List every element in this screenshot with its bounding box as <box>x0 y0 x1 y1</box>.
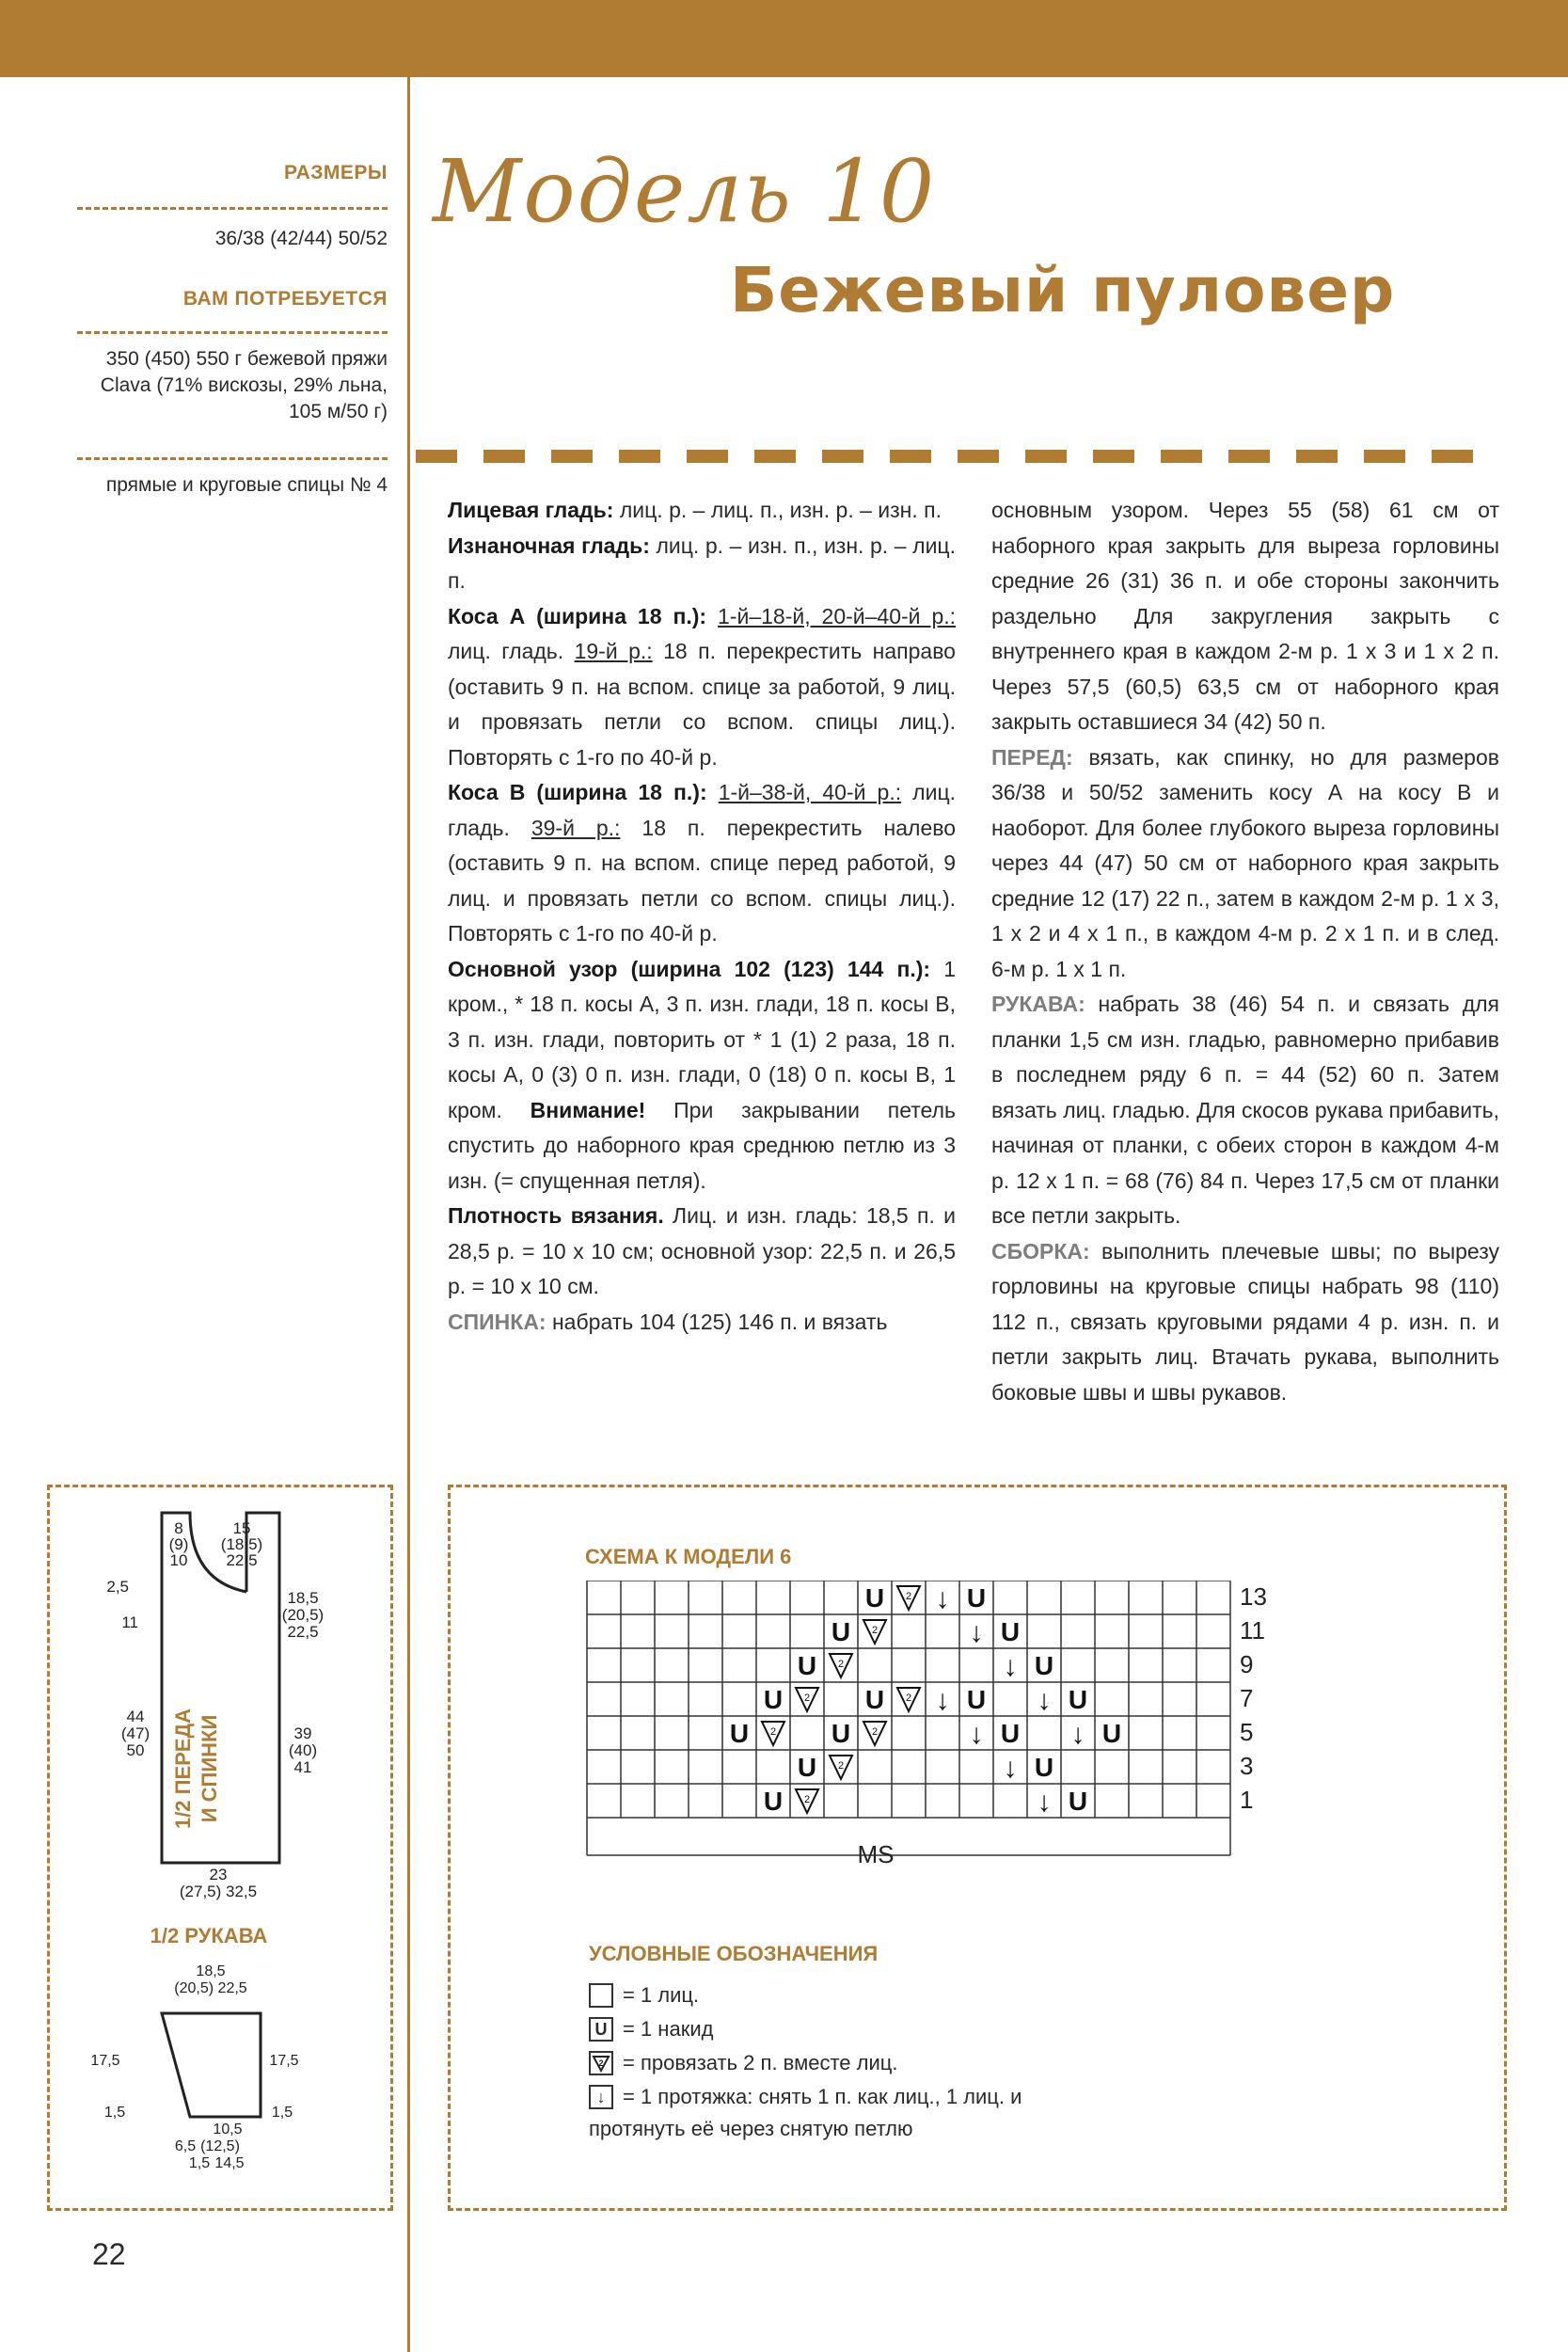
yarnover-symbol: U <box>763 1685 784 1714</box>
materials-line-1: 350 (450) 550 г бежевой пряжи <box>105 348 388 370</box>
k2tog-icon <box>589 2051 613 2075</box>
chart-row-label: 5 <box>1240 1717 1254 1746</box>
text: набрать 104 (125) 146 п. и вязать <box>546 1309 888 1334</box>
k2tog-symbol-number: 2 <box>871 1625 879 1636</box>
chart-row-label: 3 <box>1240 1751 1254 1780</box>
yarnover-icon: U <box>589 2017 613 2042</box>
measure: 2,5 <box>106 1578 129 1596</box>
chart-ms-label: MS <box>857 1840 895 1868</box>
psso-arrow-symbol: ↓ <box>969 1617 984 1648</box>
legend-item-knit <box>589 1983 699 2008</box>
text: основным узором. Через 55 (58) 61 см от наборного края закрыть для выреза горловины средние 26 (31) 36 п. и обе стороны закончить раздельно Для закругления закрыть с внутреннего края в каждом 2-м р. 1 х 3 и 1 х 2 п. Через 57,5 (60,5) 63,5 см от наборного края закрыть оставшиеся 34 (42) 50 п. <box>991 498 1499 734</box>
needles-text: прямые и круговые спицы № 4 <box>105 474 388 496</box>
paragraph <box>448 599 956 776</box>
term: Плотность вязания. <box>448 1203 664 1228</box>
legend-text: = 1 лиц. <box>623 1983 700 2007</box>
materials-heading: ВАМ ПОТРЕБУЕТСЯ <box>182 288 388 310</box>
arrow-down-icon: ↓ <box>589 2085 613 2109</box>
k2tog-symbol-number: 2 <box>905 1591 912 1602</box>
paragraph <box>448 529 956 599</box>
psso-arrow-symbol: ↓ <box>1070 1719 1085 1750</box>
psso-arrow-symbol: ↓ <box>1003 1753 1018 1784</box>
rows-ref: 39-й р.: <box>531 815 621 840</box>
divider <box>77 207 388 210</box>
paragraph <box>991 493 1499 740</box>
text: 1 кром., * 18 п. косы А, 3 п. изн. глади, 18 п. косы В, 3 п. изн. глади, повторить от * 1 (1) 2 раза, 18 п. косы А, 0 (3) 0 п. изн. глади, 0 (18) 0 п. косы В, 1 кром. <box>448 956 957 1122</box>
paragraph <box>448 1199 956 1305</box>
k2tog-symbol-number: 2 <box>871 1726 879 1738</box>
term: Основной узор (ширина 102 (123) 144 п.): <box>448 956 931 981</box>
yarnover-symbol: U <box>966 1583 987 1613</box>
page-title: Бежевый пуловер <box>730 254 1396 326</box>
yarnover-symbol: U <box>729 1719 750 1748</box>
model-script-title: Модель 10 <box>433 141 937 242</box>
measure: 1,5 <box>188 2155 211 2171</box>
measure: 18,5 <box>196 1963 226 1979</box>
paragraph <box>448 952 956 1200</box>
yarnover-symbol: U <box>1000 1719 1021 1748</box>
text: 18 п. перекрестить направо (оставить 9 п. на вспом. спице за работой, 9 лиц. и провязать петли со вспом. спицы лиц.). Повторять с 1-го по 40-й р. <box>448 639 956 770</box>
text: лиц. р. – лиц. п., изн. р. – изн. п. <box>613 498 942 522</box>
k2tog-symbol-number: 2 <box>803 1692 811 1704</box>
section-head: РУКАВА: <box>991 992 1085 1016</box>
k2tog-symbol-number: 2 <box>803 1794 811 1805</box>
yarnover-symbol: U <box>1068 1787 1088 1816</box>
materials-text <box>38 346 388 425</box>
yarnover-symbol: U <box>864 1685 885 1714</box>
term: Коса А (ширина 18 п.): <box>448 603 707 628</box>
measure: 11 <box>121 1613 138 1631</box>
psso-arrow-symbol: ↓ <box>1037 1787 1052 1818</box>
sleeve-measurements <box>90 1963 298 2171</box>
yarnover-symbol: U <box>831 1719 851 1748</box>
rows-ref: 1-й–18-й, 20-й–40-й р.: <box>718 603 957 628</box>
yarnover-symbol: U <box>763 1787 784 1816</box>
measure: 15 <box>232 1519 251 1537</box>
piece-label-1: 1/2 ПЕРЕДА <box>171 1708 195 1830</box>
measure: (27,5) 32,5 <box>179 1883 258 1900</box>
sidebar-divider <box>407 77 410 2352</box>
sleeve-outline <box>162 2013 261 2117</box>
paragraph <box>448 1305 956 1341</box>
text: набрать 38 (46) 54 п. и связать для планки 1,5 см изн. гладью, равномерно прибавив в последнем ряду 6 п. = 44 (52) 60 п. Затем вязать лиц. гладью. Для скосов рукава прибавить, начиная от планки, с обеих сторон в каждом 4-м р. 12 х 1 п. = 68 (76) 84 п. Через 17,5 см от планки все петли закрыть. <box>991 992 1499 1228</box>
yarnover-symbol: U <box>1101 1719 1122 1748</box>
chart-row-label: 13 <box>1240 1581 1267 1611</box>
piece-label-2: И СПИНКИ <box>198 1714 221 1823</box>
text: 18 п. перекрестить налево (оставить 9 п. на вспом. спице перед работой, 9 лиц. и провязать петли со вспом. спицы лиц.). Повторять с 1-го по 40-й р. <box>448 815 956 946</box>
k2tog-symbol-number: 2 <box>769 1726 777 1738</box>
section-head: СБОРКА: <box>991 1238 1090 1263</box>
measure: 22,5 <box>287 1623 319 1641</box>
measure: 41 <box>293 1758 312 1776</box>
materials-line-2: Clava (71% вискозы, 29% льна, <box>100 374 388 396</box>
measure: 6,5 <box>174 2138 197 2154</box>
paragraph <box>991 740 1499 988</box>
measure: 50 <box>126 1741 145 1759</box>
legend-item-yarnover <box>589 2017 713 2042</box>
measure: (12,5) <box>200 2138 240 2154</box>
yarnover-symbol: U <box>831 1617 851 1646</box>
text: При закрывании петель спустить до наборного края среднюю петлю из 3 изн. (= спущенная петля). <box>448 1097 956 1193</box>
term: Изнаночная гладь: <box>448 532 650 558</box>
sleeve-title: 1/2 РУКАВА <box>150 1924 268 1947</box>
measure: 23 <box>209 1866 228 1883</box>
psso-arrow-symbol: ↓ <box>935 1685 950 1716</box>
measure: 44 <box>126 1708 145 1725</box>
measure: 39 <box>293 1724 312 1742</box>
measure: 8 <box>174 1519 183 1537</box>
text: лиц. гладь. <box>448 780 957 840</box>
chart-row-label: 1 <box>1240 1785 1254 1814</box>
stitch-chart <box>574 1581 1307 1882</box>
k2tog-symbol-number: 2 <box>837 1659 845 1670</box>
measure: 14,5 <box>214 2155 245 2171</box>
legend-item-psso <box>589 2085 1022 2109</box>
section-head: ПЕРЕД: <box>991 744 1073 770</box>
measure: 10 <box>169 1551 188 1569</box>
materials-line-3: 105 м/50 г) <box>289 401 388 422</box>
legend-text: = провязать 2 п. вместе лиц. <box>623 2051 898 2074</box>
measure: (9) <box>168 1535 189 1553</box>
svg-text:2: 2 <box>598 2058 604 2068</box>
term: Лицевая гладь: <box>448 498 614 522</box>
text: лиц. р. – изн. п., изн. р. – лиц. п. <box>448 532 957 593</box>
warning: Внимание! <box>530 1097 646 1122</box>
section-head: СПИНКА: <box>448 1309 546 1334</box>
paragraph <box>991 1234 1499 1411</box>
k2tog-symbol-number: 2 <box>837 1760 845 1772</box>
rows-ref: 1-й–38-й, 40-й р.: <box>718 780 902 804</box>
measure: 22,5 <box>226 1551 258 1569</box>
page-number: 22 <box>92 2237 126 2271</box>
legend-text: = 1 протяжка: снять 1 п. как лиц., 1 лиц. и <box>623 2085 1022 2108</box>
yarnover-symbol: U <box>797 1753 817 1782</box>
psso-arrow-symbol: ↓ <box>969 1719 984 1750</box>
yarnover-symbol: U <box>966 1685 987 1714</box>
sizes-heading: РАЗМЕРЫ <box>283 162 388 183</box>
measure: (40) <box>288 1741 318 1759</box>
legend-text: = 1 накид <box>623 2017 714 2041</box>
text: вязать, как спинку, но для размеров 36/38 и 50/52 заменить косу А на косу В и наоборот. Для более глубокого выреза горловины через 44 (47) 50 см от наборного края закрыть средние 12 (17) 22 п., затем в каждом 2-м р. 1 х 3, 1 х 2 и 4 х 1 п., в каждом 4-м р. 2 х 1 п. и в след. 6-м р. 1 х 1 п. <box>991 744 1499 981</box>
legend-title: УСЛОВНЫЕ ОБОЗНАЧЕНИЯ <box>589 1942 879 1965</box>
yarnover-symbol: U <box>1034 1753 1054 1782</box>
measure: 10,5 <box>213 2122 243 2137</box>
text: выполнить плечевые швы; по вырезу горловины на круговые спицы набрать 98 (110) 112 п., связать круговыми рядами 4 р. изн. п. и петли закрыть лиц. Втачать рукава, выполнить боковые швы и швы рукавов. <box>991 1238 1499 1405</box>
paragraph <box>991 987 1499 1234</box>
measure: (20,5) 22,5 <box>174 1980 247 1996</box>
measure: 1,5 <box>271 2105 293 2121</box>
instructions-column-1 <box>448 493 956 1340</box>
rows-ref: 19-й р.: <box>574 639 653 663</box>
yarnover-symbol: U <box>797 1651 817 1680</box>
measure: (18,5) <box>220 1535 263 1553</box>
term: Коса В (ширина 18 п.): <box>448 780 707 804</box>
top-accent-bar <box>0 0 1568 77</box>
paragraph <box>448 493 956 529</box>
divider <box>77 457 388 460</box>
measure: 1,5 <box>103 2105 126 2121</box>
psso-arrow-symbol: ↓ <box>1003 1651 1018 1682</box>
divider <box>77 331 388 334</box>
chart-row-label: 7 <box>1240 1683 1254 1712</box>
yarnover-symbol: U <box>1068 1685 1088 1714</box>
yarnover-symbol: U <box>1034 1651 1054 1680</box>
title-dashed-rule <box>416 450 1488 463</box>
pattern-diagram <box>49 1486 388 2201</box>
measure: 17,5 <box>90 2053 120 2069</box>
k2tog-symbol-number: 2 <box>905 1692 912 1704</box>
psso-arrow-symbol: ↓ <box>935 1583 950 1614</box>
measure: 17,5 <box>269 2053 299 2069</box>
yarnover-symbol: U <box>1000 1617 1021 1646</box>
sizes-text: 36/38 (42/44) 50/52 <box>214 228 388 249</box>
yarnover-symbol: U <box>864 1583 885 1613</box>
text: лиц. гладь. <box>448 639 575 663</box>
chart-title: СХЕМА К МОДЕЛИ 6 <box>585 1545 792 1568</box>
legend-item-psso-cont <box>589 2117 913 2141</box>
legend-text: протянуть её через снятую петлю <box>589 2117 913 2140</box>
chart-row-label: 9 <box>1240 1649 1254 1678</box>
measure: 18,5 <box>287 1589 319 1607</box>
psso-arrow-symbol: ↓ <box>1037 1685 1052 1716</box>
measure: (47) <box>120 1724 150 1742</box>
measure: (20,5) <box>281 1606 325 1624</box>
paragraph <box>448 775 956 952</box>
legend-item-k2tog <box>589 2051 898 2075</box>
empty-cell-icon <box>589 1983 613 2008</box>
instructions-column-2 <box>991 493 1499 1410</box>
chart-row-label: 11 <box>1240 1615 1265 1645</box>
text: Лиц. и изн. гладь: 18,5 п. и 28,5 р. = 10 х 10 см; основной узор: 22,5 п. и 26,5 р. = 10 х 10 см. <box>448 1203 956 1298</box>
